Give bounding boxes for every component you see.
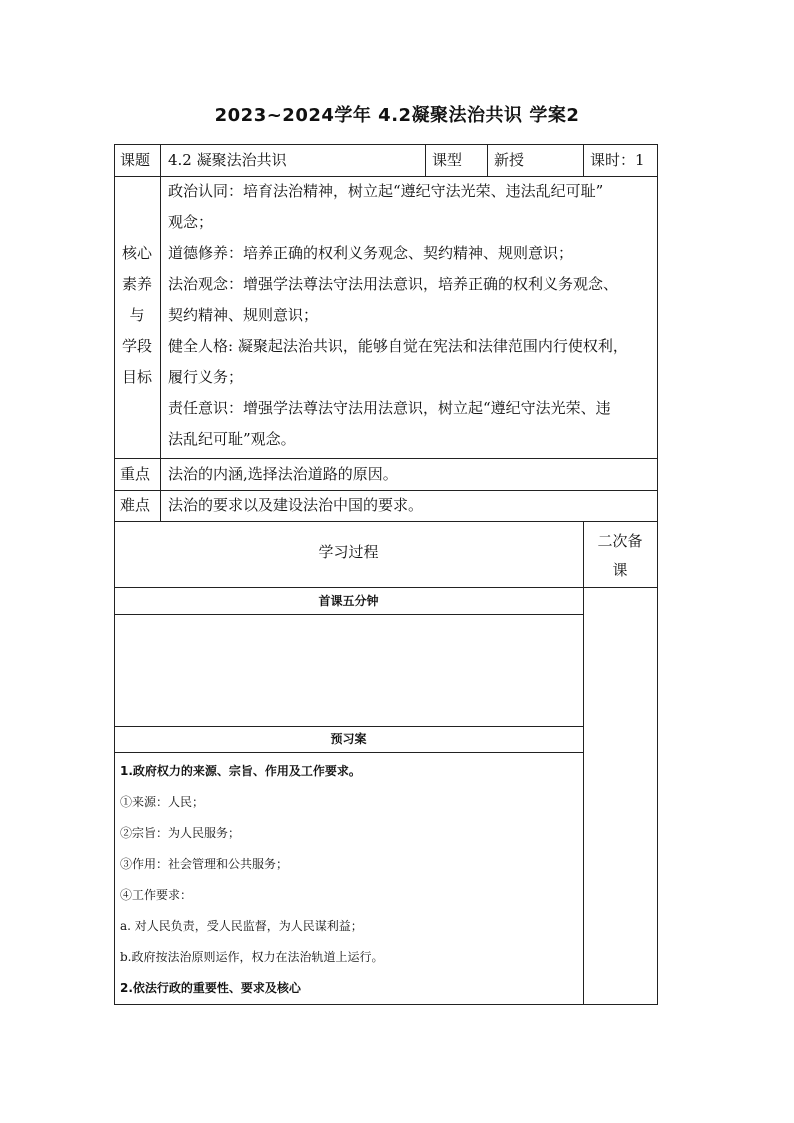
first-five-label: 首课五分钟: [318, 594, 379, 608]
list-item: ②宗旨：为人民服务；: [120, 826, 241, 840]
list-item: a. 对人民负责，受人民监督，为人民谋利益；: [120, 919, 363, 933]
subject-label: 课题: [120, 151, 151, 169]
core-goals-text: 政治认同：培育法治精神，树立起“遵纪守法光荣、违法乱纪可耻” 观念； 道德修养：培养正确的权利义务观念、契约精神、规则意识； 法治观念：增强学法尊法守法用法意识，培养正确的权利义务观念、 契约精神、规则意识； 健全人格: 凝聚起法治共识，能够自觉在宪法和法律范围内行使权利， 履行义务； 责任意识：增强学法尊法守法用法意识，树立起“遵纪守法光荣、违 法乱纪可耻”观念。: [168, 182, 628, 448]
preview-content: [120, 756, 578, 1004]
preview-label: 预习案: [330, 732, 367, 746]
second-prep-label: 二次备 课: [597, 532, 643, 579]
learning-process-label: 学习过程: [318, 543, 379, 561]
type-label: 课型: [432, 151, 463, 169]
list-item: ③作用：社会管理和公共服务；: [120, 857, 289, 871]
list-item: ④工作要求：: [120, 888, 193, 902]
list-item: b.政府按法治原则运作，权力在法治轨道上运行。: [120, 950, 384, 964]
period-value: 课时：1: [590, 151, 645, 169]
preview-heading-2: 2.依法行政的重要性、要求及核心: [120, 981, 301, 995]
difficulty-label: 难点: [120, 496, 151, 514]
core-label: 核心 素养 与 学段 目标: [121, 244, 152, 386]
type-value: 新授: [494, 151, 525, 169]
key-point-label: 重点: [120, 465, 151, 483]
list-item: ①来源：人民；: [120, 795, 205, 809]
difficulty-value: 法治的要求以及建设法治中国的要求。: [168, 496, 424, 514]
key-point-value: 法治的内涵,选择法治道路的原因。: [168, 465, 398, 483]
subject-value: 4.2 凝聚法治共识: [168, 151, 287, 169]
page-title: 2023~2024学年 4.2凝聚法治共识 学案2: [214, 105, 580, 126]
preview-heading-1: 1.政府权力的来源、宗旨、作用及工作要求。: [120, 764, 361, 778]
